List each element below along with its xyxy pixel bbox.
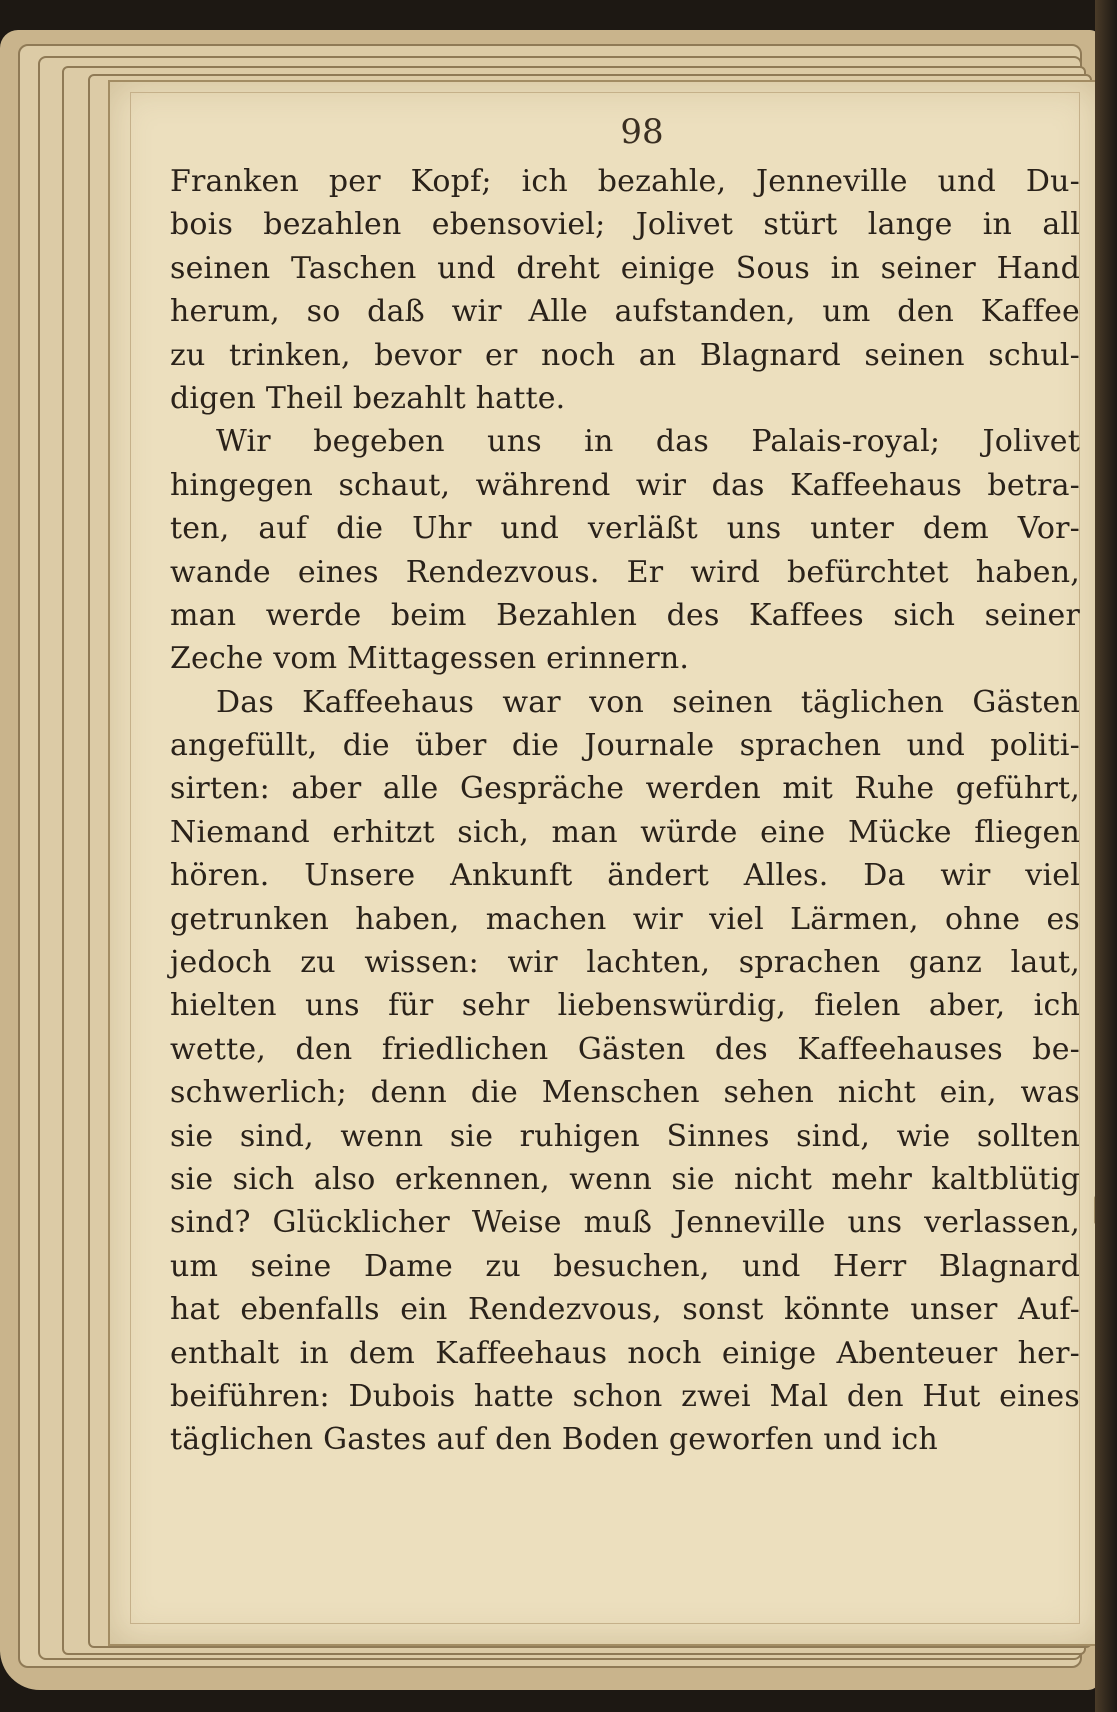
spine-shadow bbox=[1095, 0, 1117, 1712]
text-line: getrunken haben, machen wir viel Lärmen, ohne es bbox=[170, 901, 1080, 937]
text-line: schwerlich; denn die Menschen sehen nicht ein, was bbox=[170, 1075, 1080, 1111]
text-line: sind? Glücklicher Weise muß Jenneville uns verlassen, bbox=[170, 1205, 1080, 1241]
text-line: seinen Taschen und dreht einige Sous in seiner Hand bbox=[170, 250, 1080, 286]
text-line: um seine Dame zu besuchen, und Herr Blagnard bbox=[170, 1248, 1080, 1284]
text-line: Das Kaffeehaus war von seinen täglichen Gästen bbox=[216, 684, 1080, 720]
text-line: bois bezahlen ebensoviel; Jolivet stürt lange in all bbox=[170, 207, 1080, 243]
text-line: Wir begeben uns in das Palais-royal; Jolivet bbox=[216, 424, 1080, 460]
text-line: Franken per Kopf; ich bezahle, Jenneville und Du- bbox=[170, 164, 1080, 199]
text-line: zu trinken, bevor er noch an Blagnard seinen schul- bbox=[170, 337, 1080, 373]
text-line: Zeche vom Mittagessen erinnern. bbox=[170, 641, 690, 677]
text-line: beiführen: Dubois hatte schon zwei Mal den Hut eines bbox=[170, 1378, 1080, 1414]
text-line: sie sich also erkennen, wenn sie nicht mehr kaltblütig bbox=[170, 1161, 1080, 1197]
text-line: ten, auf die Uhr und verläßt uns unter dem Vor- bbox=[170, 511, 1080, 547]
text-line: sirten: aber alle Gespräche werden mit Ruhe geführt, bbox=[170, 771, 1080, 807]
text-line: hören. Unsere Ankunft ändert Alles. Da wir viel bbox=[170, 858, 1080, 894]
text-line: man werde beim Bezahlen des Kaffees sich seiner bbox=[170, 597, 1080, 633]
page-number: 98 bbox=[620, 112, 664, 152]
text-line: wette, den friedlichen Gästen des Kaffeehauses be- bbox=[170, 1031, 1080, 1067]
text-line: digen Theil bezahlt hatte. bbox=[170, 380, 566, 416]
text-line: sie sind, wenn sie ruhigen Sinnes sind, wie sollten bbox=[170, 1118, 1080, 1154]
text-line: angefüllt, die über die Journale sprachen und politi- bbox=[170, 728, 1080, 764]
body-text bbox=[170, 160, 1080, 1462]
text-line: täglichen Gastes auf den Boden geworfen und ich bbox=[170, 1422, 938, 1458]
text-line: hielten uns für sehr liebenswürdig, fielen aber, ich bbox=[170, 988, 1080, 1024]
text-line: hat ebenfalls ein Rendezvous, sonst könnte unser Auf- bbox=[170, 1292, 1080, 1328]
text-line: enthalt in dem Kaffeehaus noch einige Abenteuer her- bbox=[170, 1335, 1080, 1371]
text-line: herum, so daß wir Alle aufstanden, um den Kaffee bbox=[170, 294, 1080, 330]
text-line: Niemand erhitzt sich, man würde eine Mücke fliegen bbox=[170, 814, 1080, 850]
text-line: jedoch zu wissen: wir lachten, sprachen ganz laut, bbox=[170, 945, 1080, 981]
text-line: wande eines Rendezvous. Er wird befürchtet haben, bbox=[170, 554, 1080, 590]
text-line: hingegen schaut, während wir das Kaffeehaus betra- bbox=[170, 467, 1080, 503]
